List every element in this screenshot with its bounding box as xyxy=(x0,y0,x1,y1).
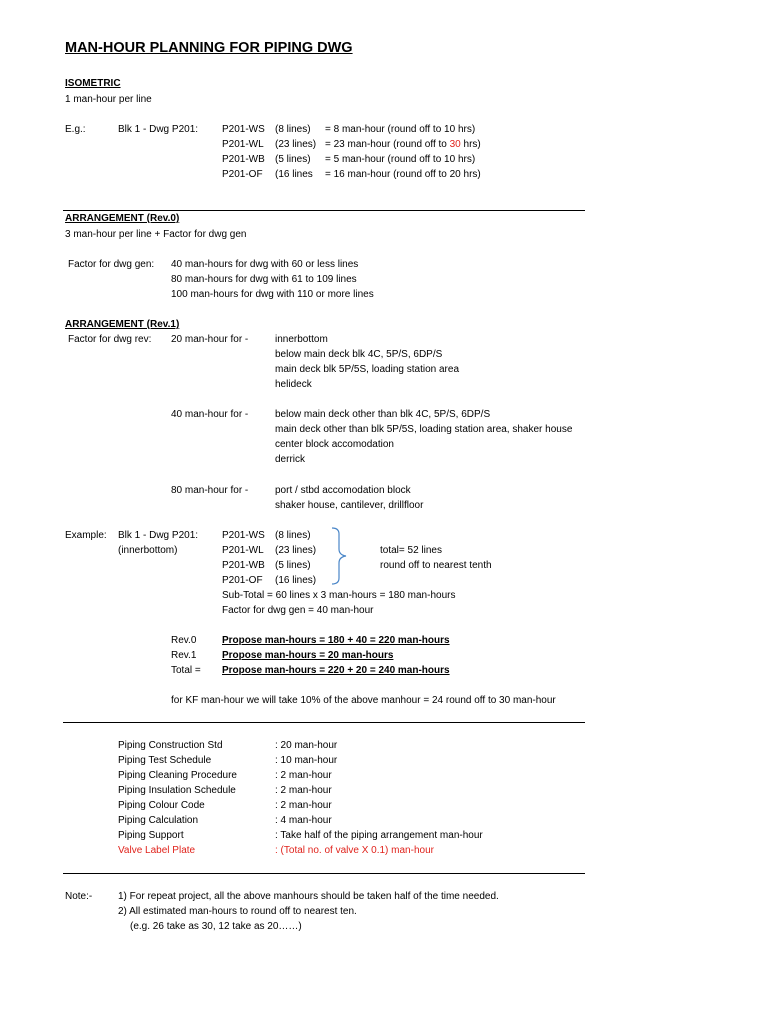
rev1-group-item: center block accomodation xyxy=(275,439,394,450)
iso-row-lines: (23 lines) xyxy=(275,139,317,150)
rev1-group-item: derrick xyxy=(275,454,306,465)
example-block: Blk 1 - Dwg P201: xyxy=(118,530,199,541)
doc-name-highlight: Valve Label Plate xyxy=(118,845,196,856)
iso-row-code: P201-WS xyxy=(222,124,265,135)
iso-row-code: P201-WL xyxy=(222,139,264,150)
rev0-heading: ARRANGEMENT (Rev.0) xyxy=(65,213,180,224)
rev1-group-item: shaker house, cantilever, drillfloor xyxy=(275,500,424,511)
example-row-code: P201-WL xyxy=(222,545,264,556)
section-divider xyxy=(63,722,585,723)
example-row-code: P201-OF xyxy=(222,575,263,586)
curly-brace-icon xyxy=(330,527,352,585)
iso-row-calc: = 23 man-hour (round off to 30 hrs) xyxy=(325,139,481,150)
doc-value: : 20 man-hour xyxy=(275,740,338,751)
iso-row-lines: (16 lines xyxy=(275,169,313,180)
rev1-group-item: helideck xyxy=(275,379,312,390)
rev0-rate: 3 man-hour per line + Factor for dwg gen xyxy=(65,229,247,240)
doc-name: Piping Test Schedule xyxy=(118,755,212,766)
iso-row-calc: = 5 man-hour (round off to 10 hrs) xyxy=(325,154,476,165)
doc-name: Piping Support xyxy=(118,830,184,841)
page-title: MAN-HOUR PLANNING FOR PIPING DWG xyxy=(65,40,353,56)
iso-row-code: P201-WB xyxy=(222,154,265,165)
rev1-group-item: main deck blk 5P/5S, loading station area xyxy=(275,364,459,375)
rev1-group-item: port / stbd accomodation block xyxy=(275,485,411,496)
iso-row-calc: = 8 man-hour (round off to 10 hrs) xyxy=(325,124,476,135)
result-value: Propose man-hours = 220 + 20 = 240 man-hours xyxy=(222,665,450,676)
rev1-group-item: main deck other than blk 5P/5S, loading station area, shaker house xyxy=(275,424,573,435)
iso-row-lines: (8 lines) xyxy=(275,124,311,135)
isometric-block: Blk 1 - Dwg P201: xyxy=(118,124,199,135)
doc-name: Piping Cleaning Procedure xyxy=(118,770,237,781)
example-row-lines: (23 lines) xyxy=(275,545,317,556)
doc-name: Piping Insulation Schedule xyxy=(118,785,236,796)
doc-value: : 10 man-hour xyxy=(275,755,338,766)
example-round-note: round off to nearest tenth xyxy=(380,560,492,571)
rev1-group-item: below main deck other than blk 4C, 5P/S, 6DP/S xyxy=(275,409,491,420)
example-factor: Factor for dwg gen = 40 man-hour xyxy=(222,605,374,616)
note-line: (e.g. 26 take as 30, 12 take as 20……) xyxy=(130,921,302,932)
note-line: 2) All estimated man-hours to round off to nearest ten. xyxy=(118,906,357,917)
doc-value: : 4 man-hour xyxy=(275,815,332,826)
example-row-code: P201-WS xyxy=(222,530,265,541)
highlight-value: 30 xyxy=(449,139,461,150)
iso-row-calc: = 16 man-hour (round off to 20 hrs) xyxy=(325,169,481,180)
rev0-factor: 100 man-hours for dwg with 110 or more lines xyxy=(171,289,374,300)
kf-note: for KF man-hour we will take 10% of the above manhour = 24 round off to 30 man-hour xyxy=(171,695,556,706)
doc-value: : 2 man-hour xyxy=(275,770,332,781)
note-line: 1) For repeat project, all the above manhours should be taken half of the time needed. xyxy=(118,891,499,902)
doc-value-highlight: : (Total no. of valve X 0.1) man-hour xyxy=(275,845,434,856)
result-value: Propose man-hours = 20 man-hours xyxy=(222,650,394,661)
example-row-code: P201-WB xyxy=(222,560,265,571)
iso-row-code: P201-OF xyxy=(222,169,263,180)
isometric-rate: 1 man-hour per line xyxy=(65,94,152,105)
rev1-heading: ARRANGEMENT (Rev.1) xyxy=(65,319,180,330)
rev1-group-label: 20 man-hour for - xyxy=(171,334,249,345)
doc-value: : 2 man-hour xyxy=(275,800,332,811)
rev1-group-item: below main deck blk 4C, 5P/S, 6DP/S xyxy=(275,349,443,360)
example-block-note: (innerbottom) xyxy=(118,545,178,556)
doc-name: Piping Calculation xyxy=(118,815,199,826)
section-divider xyxy=(63,873,585,874)
rev0-factor-label: Factor for dwg gen: xyxy=(68,259,155,270)
result-label: Rev.0 xyxy=(171,635,197,646)
isometric-heading: ISOMETRIC xyxy=(65,78,121,89)
doc-name: Piping Colour Code xyxy=(118,800,205,811)
example-row-lines: (16 lines) xyxy=(275,575,317,586)
example-total-note: total= 52 lines xyxy=(380,545,442,556)
iso-row-lines: (5 lines) xyxy=(275,154,311,165)
doc-value: : 2 man-hour xyxy=(275,785,332,796)
doc-name: Piping Construction Std xyxy=(118,740,223,751)
rev0-factor: 40 man-hours for dwg with 60 or less lines xyxy=(171,259,359,270)
example-row-lines: (8 lines) xyxy=(275,530,311,541)
isometric-eg-label: E.g.: xyxy=(65,124,86,135)
result-value: Propose man-hours = 180 + 40 = 220 man-hours xyxy=(222,635,450,646)
section-divider xyxy=(63,210,585,211)
rev0-factor: 80 man-hours for dwg with 61 to 109 lines xyxy=(171,274,357,285)
rev1-factor-label: Factor for dwg rev: xyxy=(68,334,152,345)
note-label: Note:- xyxy=(65,891,93,902)
rev1-group-label: 40 man-hour for - xyxy=(171,409,249,420)
result-label: Total = xyxy=(171,665,201,676)
example-subtotal: Sub-Total = 60 lines x 3 man-hours = 180 man-hours xyxy=(222,590,456,601)
doc-value: : Take half of the piping arrangement man-hour xyxy=(275,830,483,841)
example-row-lines: (5 lines) xyxy=(275,560,311,571)
rev1-group-label: 80 man-hour for - xyxy=(171,485,249,496)
rev1-group-item: innerbottom xyxy=(275,334,328,345)
result-label: Rev.1 xyxy=(171,650,197,661)
example-label: Example: xyxy=(65,530,107,541)
